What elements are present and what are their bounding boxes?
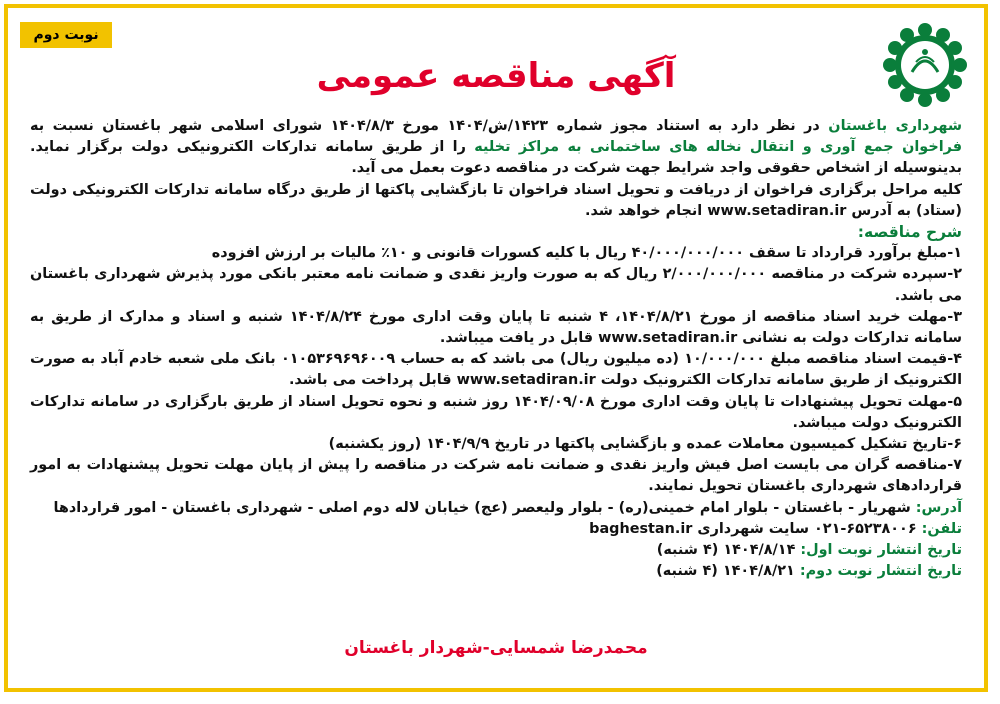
- publish-date-2: [30, 561, 962, 582]
- list-item: ۲-سپرده شرکت در مناقصه ۲/۰۰۰/۰۰۰/۰۰۰ ریال که به صورت واریز نقدی و ضمانت نامه معتبر بانکی مورد پذیرش شهرداری باغستان می باشد.: [30, 266, 963, 304]
- phone-label: تلفن:: [921, 520, 962, 537]
- list-item: ۵-مهلت تحویل پیشنهادات تا پایان وقت اداری مورخ ۱۴۰۴/۰۹/۰۸ روز شنبه و نحوه تحویل اسناد از طریق بارگزاری در سامانه تدارکات الکترونیک دولت میباشد.: [30, 393, 962, 431]
- intro-text-1: در نظر دارد به استناد مجوز شماره ۱۴۲۳/ش/۱۴۰۴ مورخ ۱۴۰۴/۸/۳ شورای اسلامی شهر باغستان نسبت به: [30, 118, 829, 134]
- list-item: ۷-مناقصه گران می بایست اصل فیش واریز نقدی و ضمانت نامه شرکت در مناقصه را پیش از پایان مهلت تحویل پیشنهادات به امور قراردادهای شهرداری باغستان تحویل نمایند.: [30, 457, 962, 495]
- phone-line: [30, 519, 962, 540]
- intro-paragraph-2: کلیه مراحل برگزاری فراخوان از دریافت و تحویل اسناد فراخوان تا بازگشایی پاکتها از طریق درگاه سامانه تدارکات الکترونیکی دولت (ستاد) به آدرس www.setadiran.ir انجام خواهد شد.: [30, 181, 962, 219]
- publish-1-value: ۱۴۰۴/۸/۱۴ (۴ شنبه): [656, 542, 801, 559]
- address-value: شهریار - باغستان - بلوار امام خمینی(ره) - بلوار ولیعصر (عج) خیابان لاله دوم اصلی - شهرداری باغستان - امور قراردادها: [53, 499, 916, 516]
- list-item: ۱-مبلغ برآورد قرارداد تا سقف ۴۰/۰۰۰/۰۰۰/۰۰۰ ریال با کلیه کسورات قانونی و ۱۰٪ مالیات بر ارزش افزوده: [211, 245, 962, 262]
- signature: محمدرضا شمسایی-شهردار باغستان: [344, 638, 648, 658]
- project-name: فراخوان جمع آوری و انتقال نخاله های ساختمانی به مراکز تخلیه: [474, 139, 962, 156]
- list-item: ۶-تاریخ تشکیل کمیسیون معاملات عمده و بازگشایی پاکتها در تاریخ ۱۴۰۴/۹/۹ (روز یکشنبه): [328, 436, 962, 453]
- publish-1-label: تاریخ انتشار نوبت اول:: [800, 542, 962, 559]
- ad-title: آگهی مناقصه عمومی: [316, 56, 676, 96]
- org-name: شهرداری باغستان: [828, 118, 962, 134]
- ad-body: [30, 116, 962, 582]
- phone-value: ۶۵۲۳۸۰۰۶-۰۲۱ سایت شهرداری baghestan.ir: [589, 520, 922, 537]
- publish-2-label: تاریخ انتشار نوبت دوم:: [799, 563, 962, 580]
- address-line: [30, 498, 962, 519]
- address-label: آدرس:: [915, 499, 962, 516]
- publish-date-1: [30, 540, 962, 561]
- publish-2-value: ۱۴۰۴/۸/۲۱ (۴ شنبه): [656, 563, 800, 580]
- list-item: ۴-قیمت اسناد مناقصه مبلغ ۱۰/۰۰۰/۰۰۰ (ده میلیون ریال) می باشد که به حساب ۰۱۰۵۳۶۹۶۹۶۰۰۹ بانک ملی شعبه خادم آباد به صورت الکترونیک از طریق سامانه تدارکات الکترونیک دولت www.setadiran.ir قابل پرداخت می باشد.: [30, 351, 962, 389]
- intro-text-2: را از طریق سامانه تدارکات الکترونیکی دولت برگزار نماید. بدینوسیله از اشخاص حقوقی واجد شرایط جهت شرکت در مناقصه دعوت بعمل می آید.: [30, 139, 962, 177]
- section-heading: شرح مناقصه:: [857, 223, 962, 242]
- list-item: ۳-مهلت خرید اسناد مناقصه از مورخ ۱۴۰۴/۸/۲۱، ۴ شنبه تا پایان وقت اداری مورخ ۱۴۰۴/۸/۲۴ شنبه و اسناد و مدارک از طریق به سامانه تدارکات دولت به نشانی www.setadiran.ir قابل در یافت میباشد.: [30, 308, 962, 347]
- intro-paragraph: [30, 116, 962, 180]
- round-badge: نوبت دوم: [20, 22, 112, 48]
- ad-frame: [4, 4, 988, 692]
